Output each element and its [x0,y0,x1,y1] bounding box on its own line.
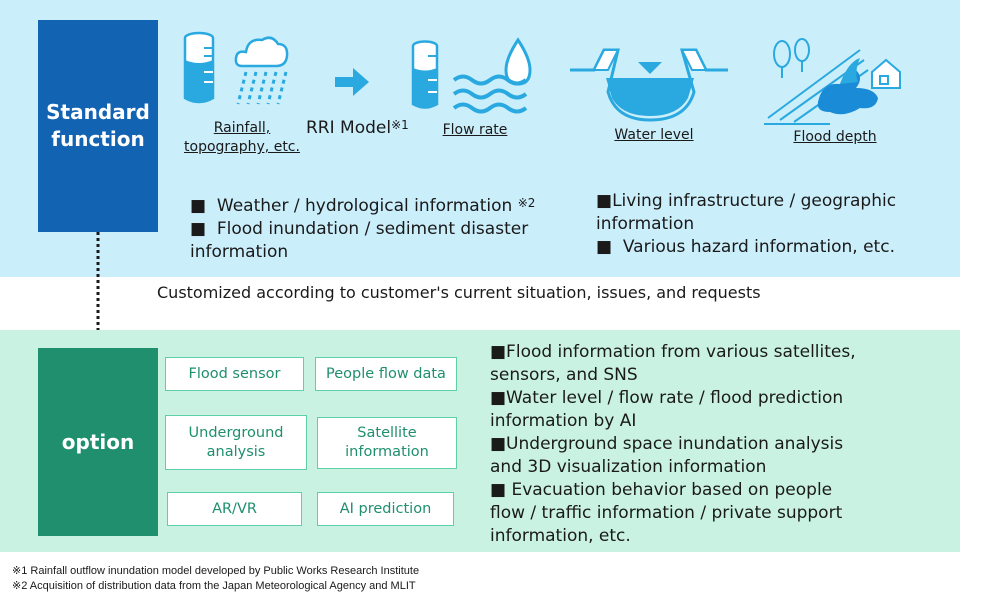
arrow-right-icon [335,68,371,98]
bullet-text: Various hazard information, etc. [622,237,895,257]
people-flow-box: People flow data [315,357,457,391]
option-bullet-line: ■Water level / flow rate / flood prediction [490,388,844,408]
ai-prediction-box: AI prediction [317,492,454,526]
standard-bullets-left [190,192,580,264]
standard-label-line1: Standard [46,100,150,124]
bullet-mark: ■ [596,237,613,257]
option-label: option [38,348,158,536]
satellite-line2: information [345,444,429,460]
bullet-mark: ■ [596,191,613,211]
standard-label-line2: function [51,127,145,151]
rainfall-caption [172,119,312,157]
option-bullet-line: sensors, and SNS [490,365,638,385]
satellite-information-box [317,417,457,469]
bullet-hazard [596,236,946,259]
standard-function-label [38,20,158,232]
bullet-text: Flood inundation / sediment disaster [216,219,529,239]
water-level-icon [568,42,730,122]
option-bullet-line: flow / traffic information / private support [490,503,843,523]
flood-depth-icon [760,38,910,128]
underground-line2: analysis [206,443,266,460]
bullet-text: Weather / hydrological information [216,196,513,216]
flow-rate-icon [406,38,546,120]
option-bullet-line: information by AI [490,411,637,431]
option-bullet-line: ■Underground space inundation analysis [490,434,844,454]
ar-vr-box: AR/VR [167,492,302,526]
underground-line1: Underground [188,424,284,441]
rainfall-caption-line1: Rainfall, [213,120,271,136]
flood-sensor-box: Flood sensor [165,357,304,391]
option-bullet-line: ■Flood information from various satellites, [490,342,856,362]
bullet-mark: ■ [190,219,207,239]
footnotes [12,564,419,594]
flood-depth-caption: Flood depth [793,129,877,145]
option-bullet-line: information, etc. [490,526,631,546]
rri-model-note: ※1 [391,118,409,132]
underground-analysis-box [165,415,307,470]
satellite-line1: Satellite [357,425,417,441]
footnote-2: ※2 Acquisition of distribution data from the Japan Meteorological Agency and MLIT [12,580,416,592]
rri-model-text: RRI Model [306,118,392,138]
bullet-text: Living infrastructure / geographic [612,191,897,211]
flow-rate-caption: Flow rate [442,122,508,138]
option-bullet-line: ■ Evacuation behavior based on people [490,480,833,500]
option-bullets [490,341,950,548]
bullet-continuation: information [596,214,695,234]
footnote-1: ※1 Rainfall outflow inundation model developed by Public Works Research Institute [12,565,420,577]
rainfall-topography-icon [180,28,290,108]
bullet-weather [190,192,580,218]
option-bullet-line: and 3D visualization information [490,457,767,477]
bullet-continuation: information [190,242,289,262]
standard-bullets-right [596,190,946,259]
bullet-mark: ■ [190,196,207,216]
water-level-caption: Water level [614,127,694,143]
rri-model-label [306,118,409,138]
bullet-living-infrastructure [596,190,946,213]
bullet-flood-inundation [190,218,580,241]
bullet-note: ※2 [517,196,536,210]
customized-caption: Customized according to customer's current situation, issues, and requests [157,283,761,302]
rainfall-caption-line2: topography, etc. [184,139,300,155]
